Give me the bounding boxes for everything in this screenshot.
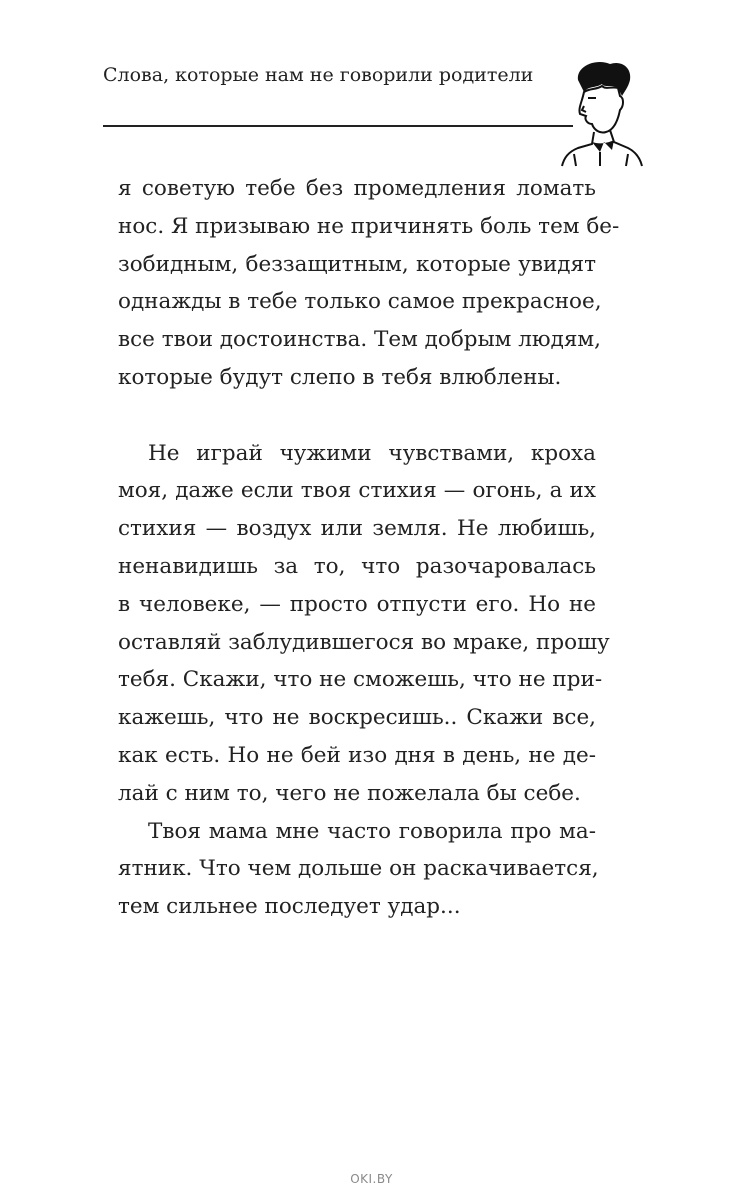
- man-portrait-icon: [548, 58, 648, 168]
- text-line: как есть. Но не бей изо дня в день, не де-: [118, 742, 596, 768]
- text-line: которые будут слепо в тебя влюблены.: [118, 364, 562, 390]
- text-line: ненавидишь за то, что разочаровалась: [118, 553, 596, 579]
- header-rule: [103, 125, 573, 127]
- paragraph-2: [118, 435, 610, 813]
- text-line: лай с ним то, чего не пожелала бы себе.: [118, 780, 581, 806]
- paragraph-1: [118, 170, 620, 397]
- text-line: я советую тебе без промедления ломать: [118, 176, 596, 201]
- text-line: оставляй заблудившегося во мраке, прошу: [118, 629, 610, 655]
- text-line: моя, даже если твоя стихия — огонь, а их: [118, 478, 596, 504]
- text-line: все твои достоинства. Тем добрым людям,: [118, 327, 601, 353]
- watermark: OKI.BY: [350, 1172, 393, 1186]
- page-body: [118, 170, 620, 926]
- text-line: ятник. Что чем дольше он раскачивается,: [118, 856, 599, 882]
- paragraph-gap: [118, 397, 596, 435]
- text-line: тем сильнее последует удар...: [118, 894, 461, 920]
- text-line: Не играй чужими чувствами, кроха: [148, 440, 596, 466]
- running-head-title: Слова, которые нам не говорили родители: [103, 64, 534, 86]
- text-line: тебя. Скажи, что не сможешь, что не при-: [118, 667, 603, 693]
- text-line: нос. Я призываю не причинять боль тем бе-: [118, 213, 620, 239]
- paragraph-3: [118, 813, 599, 926]
- text-line: однажды в тебе только самое прекрасное,: [118, 289, 602, 315]
- text-line: в человеке, — просто отпусти его. Но не: [118, 591, 596, 617]
- text-line: Твоя мама мне часто говорила про ма-: [148, 818, 596, 844]
- text-line: зобидным, беззащитным, которые увидят: [118, 251, 596, 277]
- text-line: стихия — воздух или земля. Не любишь,: [118, 516, 596, 542]
- text-line: кажешь, что не воскресишь.. Скажи все,: [118, 705, 596, 731]
